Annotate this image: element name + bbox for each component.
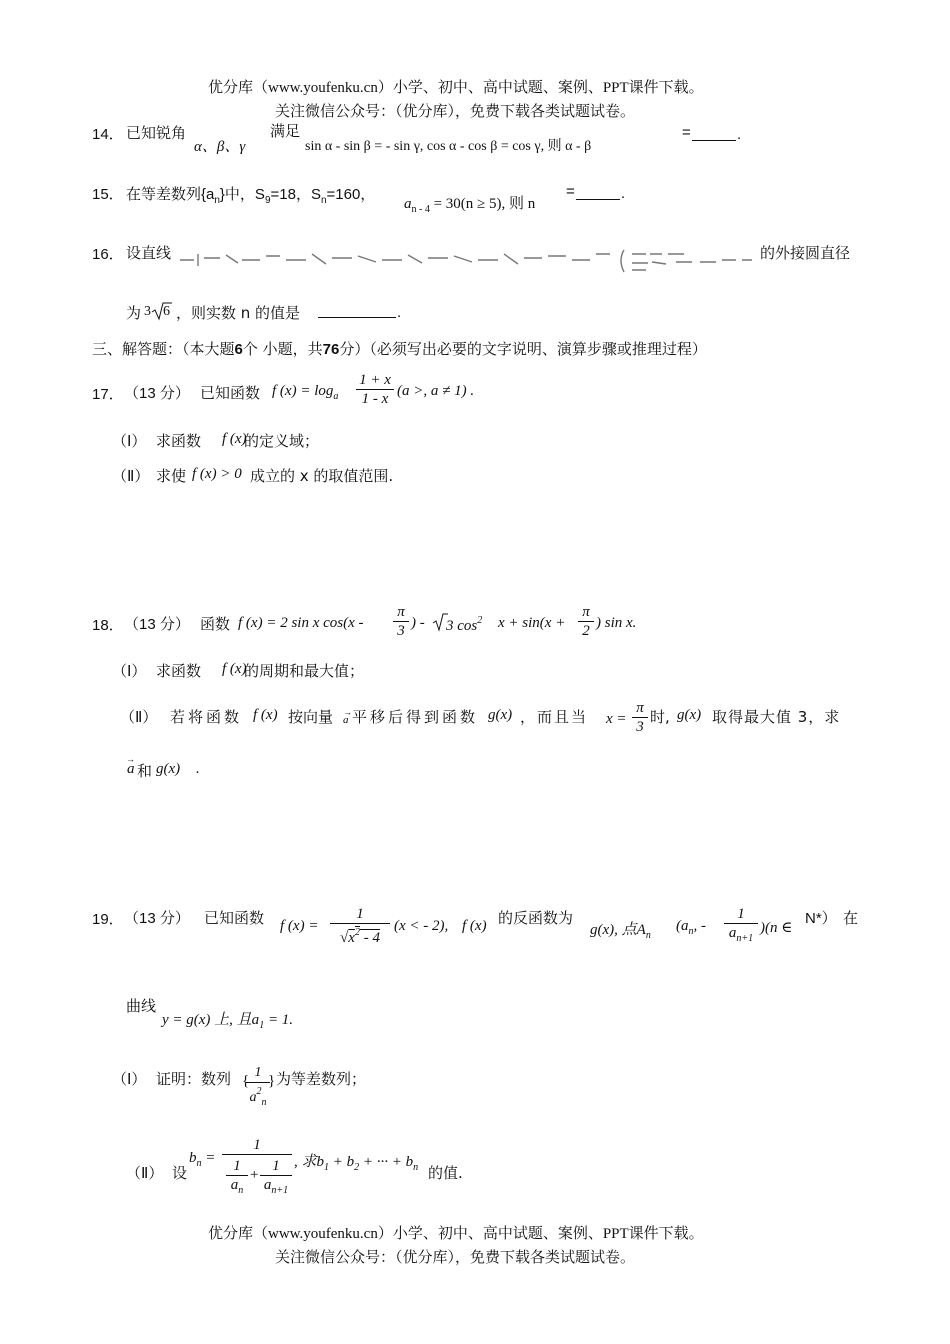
q17-f-lhs: f $(x) = \log_a$: [272, 383, 339, 402]
q14-formula: sin α - sin β = - sin γ, cos α - cos β = cos γ, 则 α - β: [305, 139, 592, 154]
q18-part2-text-4: ，而且当: [520, 708, 589, 726]
q19-bn-lhs: $b_n$ =: [189, 1150, 216, 1169]
q19-bn-den-frac-1: [226, 1157, 248, 1200]
q18-formula-a: f (x) = 2 sin x cos(x -: [238, 615, 364, 631]
q17-part1-text-2: 的定义域；: [244, 432, 320, 450]
q16-line2-prefix: 为: [126, 304, 142, 322]
q18-score: （13 分）: [124, 616, 190, 633]
q18-frac-pi-2: [578, 603, 594, 640]
q18-pi-2: π: [578, 603, 594, 622]
q19-bn-plus: +: [250, 1167, 259, 1183]
q19-part2-text: 设: [172, 1164, 188, 1182]
q19-line2-text: 曲线: [126, 997, 157, 1015]
q17-part1-text: 求函数: [156, 432, 202, 450]
q18-part2-text-6: 取得最大值 3，求: [712, 708, 841, 726]
q16-garbled-formula: [176, 248, 758, 274]
q18-part2-vector-a: a: [343, 714, 349, 726]
q19-part2-text-2: 的值.: [428, 1164, 463, 1182]
footer-line-2: 关注微信公众号：（优分库），免费下载各类试题试卷。: [275, 1250, 636, 1266]
q18-frac-pi-3: [393, 603, 409, 640]
q16-answer-blank: [318, 303, 396, 318]
q15-text: 在等差数列$\{a_n\}$中，$S_9=18$，$S_n=160$，: [126, 186, 376, 206]
q18-part2-label: （Ⅱ）: [120, 708, 158, 726]
q16-number: 16．: [92, 246, 124, 263]
q19-part1-text-2: 为等差数列；: [276, 1070, 367, 1088]
q18-part2-gx: g(x): [488, 707, 513, 723]
q18-part2-text: 若将函数: [170, 708, 243, 726]
q19-point: ($a_n$, -: [676, 918, 706, 937]
q14-number: 14．: [92, 126, 124, 143]
q16-sqrt-value: 6: [163, 304, 170, 319]
q18-number: 18．: [92, 617, 124, 634]
q19-text-3: 在: [843, 909, 859, 927]
q19-bn-den: [222, 1155, 292, 1203]
q18-part2-x: x =: [606, 711, 627, 727]
q16-text: 设直线: [126, 244, 172, 262]
q18-two: 2: [582, 623, 590, 639]
q19-nstar: N*）: [805, 910, 837, 927]
q17-number: 17．: [92, 386, 124, 403]
q17-part2-label: （Ⅱ）: [112, 467, 150, 485]
q18-part2-text-2: 按向量: [288, 708, 334, 726]
q18-text: 函数: [200, 615, 231, 633]
q19-point-frac-num: 1: [724, 905, 758, 924]
q19-f-lhs: f (x) =: [280, 918, 319, 934]
q18-vector-arrow-icon: →: [343, 707, 352, 717]
q18-part2-pi: π: [632, 699, 648, 718]
q18-part1-fx: f (x): [222, 661, 247, 677]
q19-part1-text: 证明：数列: [156, 1070, 232, 1088]
q14-answer-blank: [692, 126, 736, 141]
q17-part1-fx: f (x): [222, 431, 247, 447]
q18-line2-arrow-icon: →: [126, 754, 135, 764]
q19-part1-frac-num: 1: [254, 1065, 262, 1080]
q17-condition: (a >, a ≠ 1) .: [397, 383, 475, 399]
q18-pi: π: [393, 603, 409, 622]
q19-point-fraction: [724, 905, 758, 948]
header-line-2: 关注微信公众号：（优分库），免费下载各类试题试卷。: [275, 104, 636, 120]
q19-bn-d1-num: 1: [226, 1157, 248, 1176]
q19-score: （13 分）: [124, 910, 190, 927]
q17-frac-num: 1 + x: [356, 371, 394, 390]
q19-number: 19．: [92, 911, 124, 928]
q15-number: 15．: [92, 186, 124, 203]
q17-part1-label: （Ⅰ）: [112, 432, 147, 450]
q18-line2-gx: g(x): [156, 761, 181, 777]
q19-part1-fraction: [246, 1064, 270, 1112]
q16-text-2: 的外接圆直径: [760, 244, 851, 262]
q19-fraction: [330, 905, 390, 947]
q17-frac-den: 1 - x: [361, 391, 389, 407]
q18-part2-frac-pi-3: [632, 699, 648, 736]
q18-formula-d: x + sin(x +: [498, 615, 566, 631]
q19-bn-den-frac-2: [260, 1157, 292, 1200]
q19-part1-brace-close: }: [268, 1073, 276, 1089]
q14-end: .: [737, 126, 742, 143]
q18-part1-text-2: 的周期和最大值；: [244, 662, 365, 680]
q19-point-end: )(n ∈: [760, 920, 793, 936]
q18-part2-text-5: 时,: [650, 708, 670, 726]
q18-line2-end: .: [196, 761, 200, 777]
q17-text: 已知函数: [200, 384, 261, 402]
q19-bn-d1-den: $a_n$: [230, 1177, 244, 1196]
q18-part1-text: 求函数: [156, 662, 202, 680]
q19-bn-fraction: [222, 1136, 292, 1203]
q19-bn-d2-den: $a_{n+1}$: [263, 1177, 289, 1196]
q18-part2-gx-2: g(x): [677, 707, 702, 723]
q16-line2-text: ，则实数 n 的值是: [176, 304, 301, 322]
q17-fraction: [356, 371, 394, 408]
q19-point-frac-den: $a_{n+1}$: [728, 925, 754, 944]
q17-part2-fx: f (x) > 0: [192, 466, 242, 482]
q19-frac-num: 1: [330, 905, 390, 924]
q19-frac-den: $√x^2 - 4$: [340, 927, 380, 946]
q18-part1-label: （Ⅰ）: [112, 662, 147, 680]
q19-line2-formula: y = g(x) 上, 且$a_1 = 1$.: [162, 1012, 294, 1031]
q19-part1-brace-open: {: [242, 1073, 250, 1089]
q19-part2-label: （Ⅱ）: [126, 1164, 164, 1182]
q17-part2-text: 求使: [156, 467, 187, 485]
q15-formula: $a_{n - 4} = 30(n \ge 5)$, 则 n: [404, 196, 536, 215]
q18-three: 3: [397, 623, 405, 639]
header-line-1: 优分库（www.youfenku.cn）小学、初中、高中试题、案例、PPT课件下载。: [208, 80, 704, 96]
q19-gx: g(x), 点$A_n$: [590, 922, 651, 941]
section-3-heading: 三、解答题：（本大题6个 小题，共76分）（必须写出必要的文字说明、演算步骤或推理过程）: [92, 340, 707, 358]
q19-condition: (x < - 2),: [394, 918, 449, 934]
q14-text: 已知锐角: [126, 124, 187, 142]
footer-line-1: 优分库（www.youfenku.cn）小学、初中、高中试题、案例、PPT课件下载。: [208, 1226, 704, 1242]
q16-end: .: [397, 304, 402, 321]
q16-sqrt-coef: 3: [144, 304, 151, 319]
q17-score: （13 分）: [124, 385, 190, 402]
q18-formula-b: ) -: [411, 615, 425, 631]
q18-part2-fx: f (x): [253, 707, 278, 723]
q18-part2-text-3: 平移后得到函数: [352, 708, 479, 726]
q18-formula-c: 3 $\cos^2$: [446, 615, 483, 634]
q15-answer-blank: [576, 185, 620, 200]
q18-line2-and: 和: [137, 762, 153, 780]
q15-end: .: [621, 185, 626, 202]
q19-text-2: 的反函数为: [498, 909, 574, 927]
q18-formula-e: ) sin x.: [596, 615, 637, 631]
q19-sum: , 求$b_1 + b_2$ + ··· + $b_n$: [294, 1154, 419, 1173]
q19-text: 已知函数: [204, 909, 265, 927]
q15-equals: =: [566, 183, 575, 200]
q18-part2-three: 3: [636, 719, 644, 735]
q14-equals: =: [682, 124, 691, 141]
q19-part1-label: （Ⅰ）: [112, 1070, 147, 1088]
q14-text-2: 满足: [270, 122, 301, 140]
q19-bn-d2-num: 1: [260, 1157, 292, 1176]
q17-part2-text-2: 成立的 x 的取值范围.: [250, 467, 394, 485]
q19-bn-num: 1: [222, 1136, 292, 1155]
q18-line2-vector-a: a: [127, 761, 135, 777]
q14-angles: α、β、γ: [194, 139, 246, 155]
q19-part1-frac-den: $a^2_n$: [246, 1082, 270, 1112]
q19-fx: f (x): [462, 918, 487, 934]
